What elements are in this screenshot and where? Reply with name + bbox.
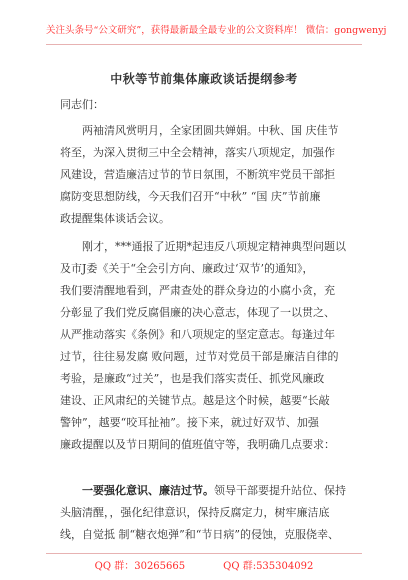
header-divider [46,44,362,45]
paragraph-line: 警钟”，越要“咬耳扯袖”。接下来，就过好双节、加强 [60,416,319,429]
paragraph-text: 领导干部要提升站位、保持 [214,484,346,497]
paragraph-line: 廉政提醒以及节日期间的值班值守等，我明确几点要求： [60,438,335,451]
header-banner: 关注头条号“公文研究”，获得最新最全最专业的公文资料库！ 微信：gongwenyj [46,25,387,36]
paragraph-line: 刚才，***通报了近期*起违反八项规定精神典型问题以 [82,240,346,253]
paragraph-line: 线，自觉抵 制“糖衣炮弹”和“节日病”的侵蚀，克服侥幸、 [60,528,339,541]
document-title: 中秋等节前集体廉政谈话提纲参考 [110,72,298,86]
paragraph-line-lead [60,480,352,502]
section-heading: 一要强化意识、廉洁过节。 [82,484,214,497]
paragraph-line: 从严推动落实《条例》和八项规定的坚定意志。每逢过年 [60,328,335,341]
paragraph-line: 两袖清风赏明月，全家团圆共婵娟。中秋、国 庆佳节 [82,124,339,137]
footer-divider [46,553,362,554]
paragraph-2 [60,236,352,456]
paragraph-line: 将至，为深入贯彻三中全会精神，落实八项规定，加强作 [60,146,335,159]
paragraph-line: 政提醒集体谈话会议。 [60,212,170,225]
footer-qq-left: QQ 群：30265665 [94,561,186,572]
paragraph-line: 头脑清醒，，强化纪律意识，保持反腐定力，树牢廉洁底 [60,506,330,519]
salutation: 同志们： [60,98,104,111]
paragraph-line: 我们要清醒地看到，严肃查处的群众身边的小腐小贪，充 [60,284,335,297]
paragraph-line: 及市J委《关于“全会引方向、廉政过‘双节’的通知》， [60,262,314,275]
paragraph-line: 建设、正风肃纪的关键节点。越是这个时候，越要“长敲 [60,394,330,407]
footer-qq-right: QQ 群:535304092 [223,561,314,572]
paragraph-line: 风建设，营造廉洁过节的节日氛围，不断筑牢党员干部拒 [60,168,335,181]
paragraph-line: 考验，是廉政“过关”，也是我们落实责任、抓党风廉政 [60,372,325,385]
paragraph-line: 过节，往往易发腐 败问题，过节对党员干部是廉洁自律的 [60,350,339,363]
paragraph-3 [60,480,352,546]
footer [0,557,408,572]
paragraph-1 [60,120,352,230]
paragraph-line: 腐防变思想防线，今天我们召开“中秋” “国 庆”节前廉 [60,190,321,203]
paragraph-line: 分彰显了我们党反腐倡廉的决心意志，体现了一以贯之、 [60,306,335,319]
